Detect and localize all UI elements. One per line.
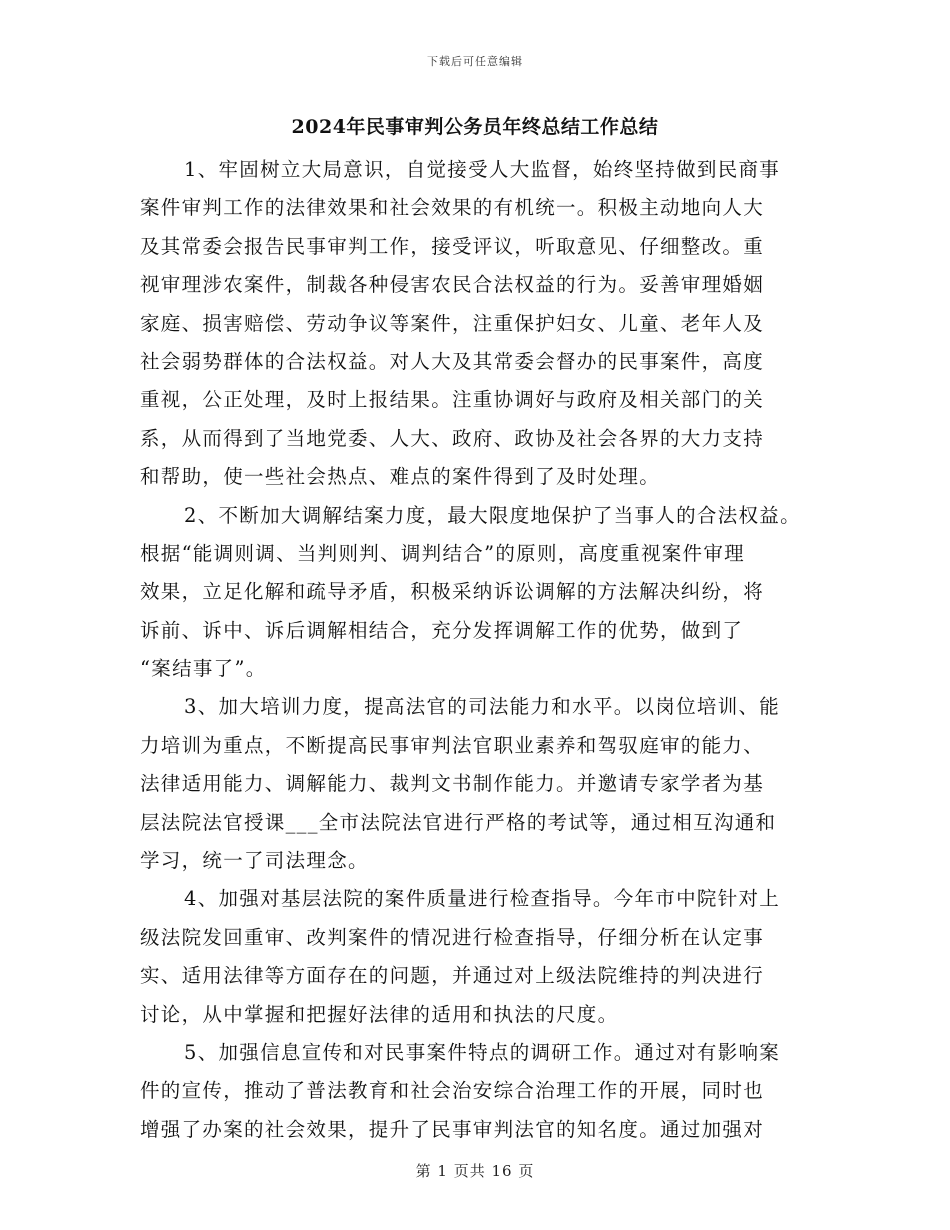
document-body	[140, 151, 820, 1149]
text-line: 效果，立足化解和疏导矛盾，积极采纳诉讼调解的方法解决纠纷，将	[140, 580, 765, 604]
text-line: “案结事了”。	[140, 657, 267, 681]
page-number: 第 1 页共 16 页	[415, 1162, 535, 1180]
text-line: 讨论，从中掌握和把握好法律的适用和执法的尺度。	[140, 1002, 619, 1026]
text-line: 1、牢固树立大局意识，自觉接受人大监督，始终坚持做到民商事	[184, 158, 781, 181]
text-line: 学习，统一了司法理念。	[140, 849, 369, 873]
text-line: 家庭、损害赔偿、劳动争议等案件，注重保护妇女、儿童、老年人及	[140, 311, 765, 335]
text-line: 级法院发回重审、改判案件的情况进行检查指导，仔细分析在认定事	[140, 925, 765, 949]
text-line: 社会弱势群体的合法权益。对人大及其常委会督办的民事案件，高度	[140, 349, 765, 373]
page-header: 下载后可任意编辑	[427, 55, 523, 68]
text-line: 2、不断加大调解结案力度，最大限度地保护了当事人的合法权益。	[184, 503, 801, 527]
text-line: 及其常委会报告民事审判工作，接受评议，听取意见、仔细整改。重	[140, 234, 765, 258]
text-line: 重视，公正处理，及时上报结果。注重协调好与政府及相关部门的关	[140, 388, 765, 412]
text-line: 增强了办案的社会效果，提升了民事审判法官的知名度。通过加强对	[140, 1117, 765, 1141]
text-line: 件的宣传，推动了普法教育和社会治安综合治理工作的开展，同时也	[140, 1079, 765, 1103]
text-line: 层法院法官授课___全市法院法官进行严格的考试等，通过相互沟通和	[140, 810, 777, 834]
text-line: 力培训为重点，不断提高民事审判法官职业素养和驾驭庭审的能力、	[140, 733, 765, 757]
text-line: 法律适用能力、调解能力、裁判文书制作能力。并邀请专家学者为基	[140, 772, 765, 796]
text-line: 3、加大培训力度，提高法官的司法能力和水平。以岗位培训、能	[184, 695, 781, 719]
text-line: 诉前、诉中、诉后调解相结合，充分发挥调解工作的优势，做到了	[140, 618, 744, 642]
document-title: 2024年民事审判公务员年终总结工作总结	[291, 116, 659, 138]
text-line: 和帮助，使一些社会热点、难点的案件得到了及时处理。	[140, 465, 661, 489]
text-line: 系，从而得到了当地党委、人大、政府、政协及社会各界的大力支持	[140, 426, 765, 450]
text-line: 5、加强信息宣传和对民事案件特点的调研工作。通过对有影响案	[184, 1040, 781, 1064]
text-line: 案件审判工作的法律效果和社会效果的有机统一。积极主动地向人大	[140, 196, 765, 220]
text-line: 根据“能调则调、当判则判、调判结合”的原则，高度重视案件审理	[140, 541, 745, 565]
text-line: 实、适用法律等方面存在的问题，并通过对上级法院维持的判决进行	[140, 964, 765, 988]
text-line: 视审理涉农案件，制裁各种侵害农民合法权益的行为。妥善审理婚姻	[140, 273, 765, 297]
text-line: 4、加强对基层法院的案件质量进行检查指导。今年市中院针对上	[184, 887, 781, 911]
